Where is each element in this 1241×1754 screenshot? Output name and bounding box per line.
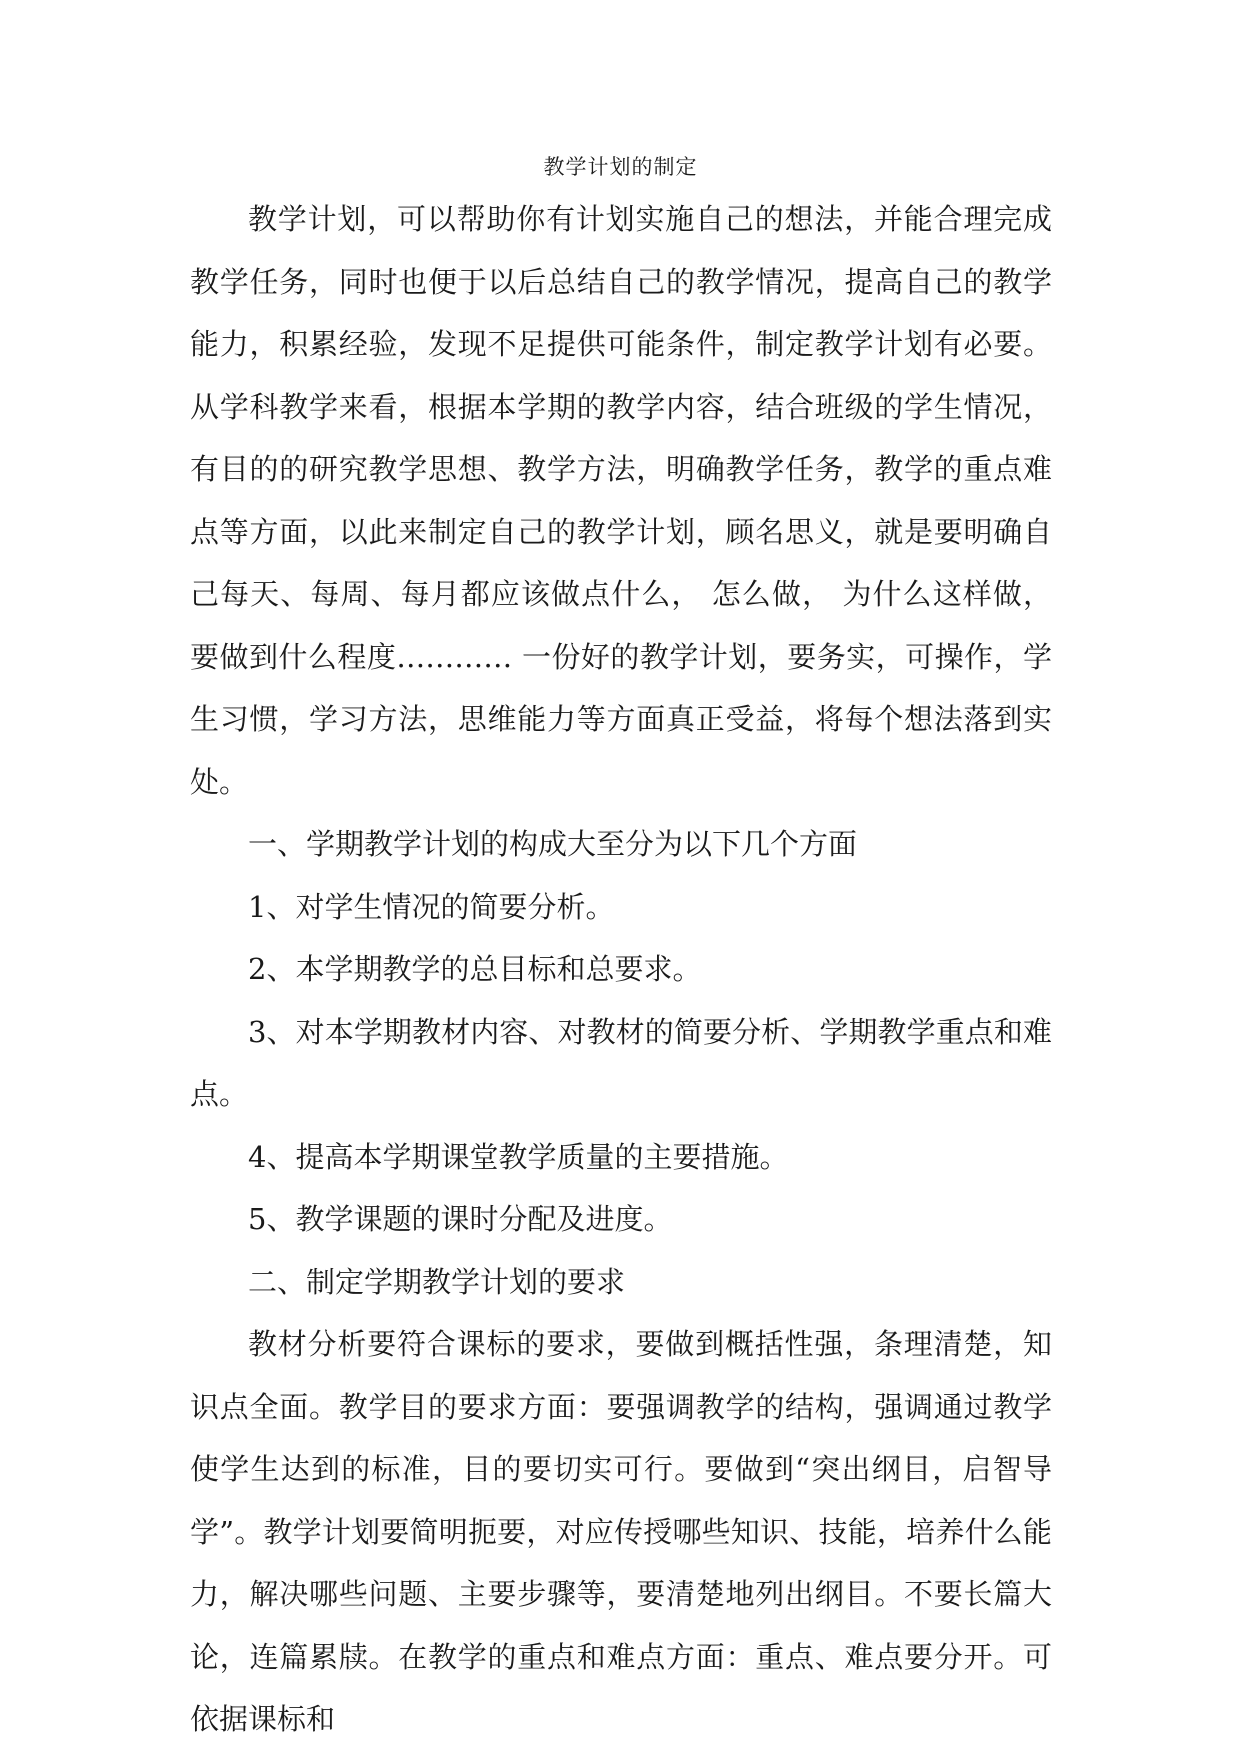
section-heading-2: 二、制定学期教学计划的要求 bbox=[248, 1264, 626, 1299]
list-item: 4、提高本学期课堂教学质量的主要措施。 bbox=[248, 1139, 789, 1174]
page-title: 教学计划的制定 bbox=[543, 155, 698, 179]
list-item: 2、本学期教学的总目标和总要求。 bbox=[248, 952, 702, 986]
requirements-paragraph: 教材分析要符合课标的要求，要做到概括性强，条理清楚，知识点全面。教学目的要求方面：要强调教学的结构，强调通过教学使学生达到的标准，目的要切实可行。要做到“突出纲目，启智导学”。教学计划要简明扼要，对应传授哪些知识、技能，培养什么能力，解决哪些问题、主要步骤等，要清楚地列出纲目。不要长篇大论，连篇累牍。在教学的重点和难点方面：重点、难点要分开。可依据课标和 bbox=[190, 1327, 1052, 1736]
document-body bbox=[190, 188, 1052, 1751]
intro-paragraph: 教学计划，可以帮助你有计划实施自己的想法，并能合理完成教学任务，同时也便于以后总结自己的教学情况，提高自己的教学能力，积累经验，发现不足提供可能条件，制定教学计划有必要。 从学科教学来看，根据本学期的教学内容，结合班级的学生情况，有目的的研究教学思想、教学方法，明确教学任务，教学的重点难点等方面，以此来制定自己的教学计划，顾名思义，就是要明确自己每天、每周、每月都应该做点什么， 怎么做， 为什么这样做， 要做到什么程度………… 一份好的教学计划，要务实，可操作，学生习惯，学习方法，思维能力等方面真正受益，将每个想法落到实处。 bbox=[190, 202, 1052, 799]
list-item: 1、对学生情况的简要分析。 bbox=[248, 889, 615, 924]
list-item: 3、对本学期教材内容、对教材的简要分析、学期教学重点和难点。 bbox=[190, 1014, 1052, 1111]
list-item: 5、教学课题的课时分配及进度。 bbox=[248, 1202, 673, 1236]
section-heading-1: 一、学期教学计划的构成大至分为以下几个方面 bbox=[248, 827, 858, 861]
